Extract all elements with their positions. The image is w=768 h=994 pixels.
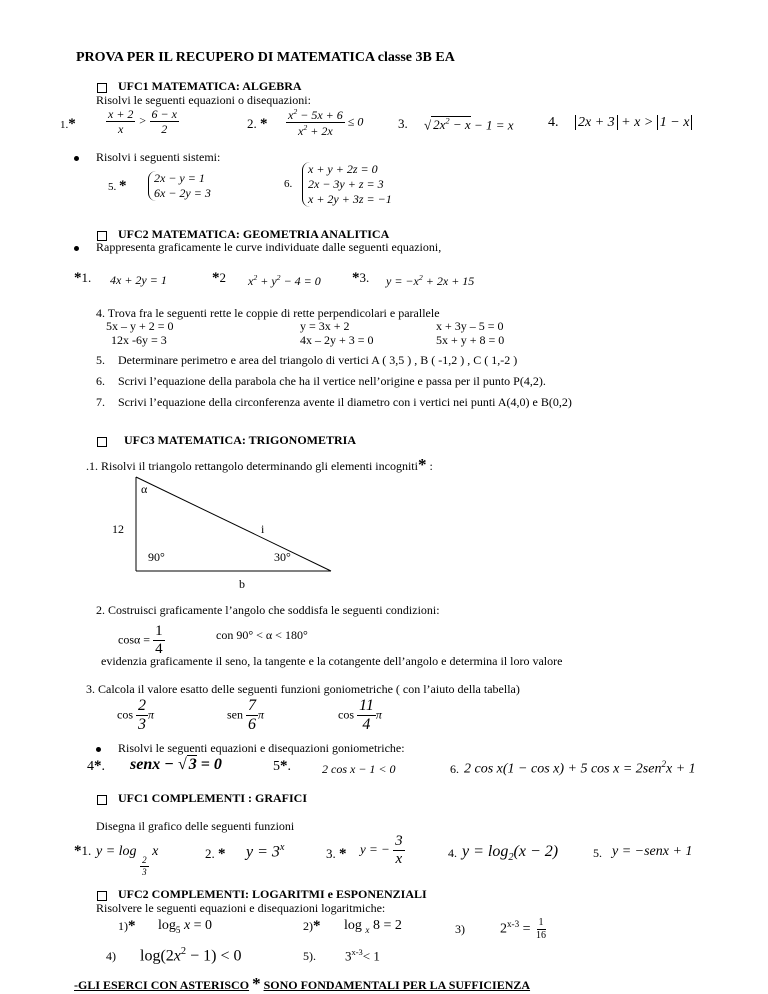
- angle-alpha-label: α: [141, 482, 148, 496]
- exp-inequality-5: $3^{x-3}< 1$: [345, 947, 380, 964]
- exercise-number: 2)*: [303, 918, 321, 934]
- checkbox-ufc2c: [97, 891, 107, 901]
- curve-3: $y = -x^2 + 2x + 15$: [386, 273, 475, 288]
- exercise-number: 4): [106, 949, 116, 963]
- instruction-text: Risolvi le seguenti equazioni o disequazioni:: [96, 93, 311, 107]
- system-5: 2x − y = 1 6x − 2y = 3: [148, 171, 211, 201]
- line-equation: 5x + y + 8 = 0: [436, 333, 505, 347]
- exercise-number: 4.: [448, 846, 457, 860]
- exercise-2-note: evidenzia graficamente il seno, la tangente e la cotangente dell’angolo e determina il loro valore: [101, 654, 563, 668]
- equation-1: $\frac{x + 2}{x}$ > $\frac{6 - x}{2}$: [108, 107, 177, 136]
- exercise-number: *2: [212, 270, 226, 286]
- trig-equation-4: senx − √ 3 = 0: [130, 756, 222, 773]
- instruction-text: Risolvi i seguenti sistemi:: [96, 150, 221, 164]
- function-4: $y = \log_2(x - 2)$: [462, 843, 559, 864]
- equation-4: 2x + 3 + x > 1 − x: [575, 115, 692, 131]
- exercise-number: 4.: [548, 115, 559, 130]
- page-title: PROVA PER IL RECUPERO DI MATEMATICA classe 3B EA: [76, 50, 455, 65]
- equation-3: √ $2x^2 - x - 1 = x$: [424, 116, 514, 133]
- exercise-7: Scrivi l’equazione della circonferenza avente il diametro con i vertici nei punti A(4,0) e B(0,2): [118, 395, 572, 409]
- exercise-number: 6.: [450, 762, 459, 776]
- exercise-number: 5.: [96, 353, 105, 367]
- angle-30-label: 30°: [274, 550, 291, 564]
- cos-condition: cosα = $\frac{1}{4}$: [118, 623, 163, 657]
- line-equation: 5x – y + 2 = 0: [106, 319, 174, 333]
- function-2: $y = 3^x$: [246, 842, 285, 861]
- exercise-number: 6.: [284, 178, 293, 190]
- exercise-number: 1)*: [118, 918, 136, 934]
- instruction-text: Risolvere le seguenti equazioni e disequazioni logaritmiche:: [96, 901, 386, 915]
- exp-equation-3: $2^{x-3}$ = $\frac{1}{16}$: [500, 917, 547, 941]
- checkbox-ufc1: [97, 83, 107, 93]
- section-heading-ufc3: UFC3 MATEMATICA: TRIGONOMETRIA: [124, 433, 357, 447]
- section-heading-ufc1: UFC1 MATEMATICA: ALGEBRA: [118, 79, 302, 93]
- exercise-number: 5.: [593, 846, 602, 860]
- curve-2: $x^2 + y^2 - 4 = 0$: [248, 273, 321, 288]
- angle-range: con 90° < α < 180°: [216, 628, 308, 642]
- line-equation: x + 3y – 5 = 0: [436, 319, 504, 333]
- hypotenuse-label: i: [261, 522, 265, 536]
- exercise-number: 1.*: [60, 116, 76, 132]
- section-heading-ufc2: UFC2 MATEMATICA: GEOMETRIA ANALITICA: [118, 227, 390, 241]
- exercise-5: Determinare perimetro e area del triangolo di vertici A ( 3,5 ) , B ( -1,2 ) , C ( 1,-2 ): [118, 353, 518, 367]
- trig-value-1: cos $\frac{2}{3}$ π: [117, 697, 155, 733]
- exercise-2: 2. Costruisci graficamente l’angolo che soddisfa le seguenti condizioni:: [96, 603, 440, 617]
- bullet: [74, 156, 79, 161]
- log-equation-2: log $_x$ 8 = 2: [344, 918, 402, 935]
- system-6: x + y + 2z = 0 2x − 3y + z = 3 x + 2y + 3z = −1: [302, 162, 392, 207]
- curve-1: 4x + 2y = 1: [110, 273, 167, 287]
- checkbox-ufc1c: [97, 795, 107, 805]
- exercise-number: 5. *: [108, 178, 127, 194]
- trig-value-2: sen $\frac{7}{6}$ π: [227, 697, 265, 733]
- exercise-number: 5*.: [273, 758, 291, 774]
- exercise-number: 6.: [96, 374, 105, 388]
- function-1: y = log $\frac{2}{3}$ x: [96, 844, 159, 877]
- instruction-text: Rappresenta graficamente le curve individuate dalle seguenti equazioni,: [96, 240, 442, 254]
- checkbox-ufc3: [97, 437, 107, 447]
- bullet: [74, 246, 79, 251]
- bullet: [96, 747, 101, 752]
- exercise-3: 3. Calcola il valore esatto delle seguenti funzioni goniometriche ( con l’aiuto della tabella): [86, 682, 520, 696]
- exercise-number: 4*.: [87, 758, 105, 774]
- instruction-text: Risolvi le seguenti equazioni e disequazioni goniometriche:: [118, 741, 405, 755]
- base-label: b: [239, 577, 245, 591]
- trig-equation-6: 2 cos x(1 − cos x) + 5 cos x = 2sen$^2$x + 1: [464, 759, 696, 777]
- section-heading-ufc2c: UFC2 COMPLEMENTI: LOGARITMI e ESPONENZIALI: [118, 887, 427, 901]
- function-5: y = −senx + 1: [612, 844, 693, 859]
- trig-inequality-5: 2 cos x − 1 < 0: [322, 762, 396, 776]
- right-angle-label: 90°: [148, 550, 165, 564]
- exercise-number: *3.: [352, 270, 370, 286]
- exercise-number: 5).: [303, 949, 316, 963]
- exercise-number: 7.: [96, 395, 105, 409]
- exercise-number: 3): [455, 922, 465, 936]
- function-3: y = − $\frac{3}{x}$: [360, 833, 403, 867]
- trig-value-3: cos $\frac{11}{4}$ π: [338, 697, 382, 733]
- exercise-number: 2. *: [247, 116, 268, 132]
- side-label-12: 12: [112, 522, 124, 536]
- footer-note: -GLI ESERCI CON ASTERISCO * SONO FONDAMENTALI PER LA SUFFICIENZA: [74, 974, 531, 993]
- exercise-number: 2. *: [205, 846, 226, 862]
- section-heading-ufc1c: UFC1 COMPLEMENTI : GRAFICI: [118, 791, 307, 805]
- exercise-number: *1.: [74, 843, 92, 859]
- instruction-text: Disegna il grafico delle seguenti funzioni: [96, 819, 295, 833]
- log-equation-1: $\log_5 x = 0$: [158, 918, 213, 935]
- line-equation: y = 3x + 2: [300, 319, 350, 333]
- line-equation: 12x -6y = 3: [111, 333, 167, 347]
- exercise-number: *1.: [74, 270, 92, 286]
- log-inequality-4: $\log(2x^2 - 1) < 0$: [140, 946, 242, 965]
- line-equation: 4x – 2y + 3 = 0: [300, 333, 374, 347]
- exercise-6: Scrivi l’equazione della parabola che ha il vertice nell’origine e passa per il punto P(4,2).: [118, 374, 546, 388]
- exercise-1: .1. Risolvi il triangolo rettangolo determinando gli elementi incogniti* :: [86, 455, 433, 474]
- exercise-number: 3. *: [326, 846, 347, 862]
- equation-2: $\frac{x^2 - 5x + 6}{x^2 + 2x}$ ≤ 0: [288, 107, 364, 138]
- exercise-number: 3.: [398, 116, 408, 131]
- exercise-4: 4. Trova fra le seguenti rette le coppie di rette perpendicolari e parallele: [96, 306, 440, 320]
